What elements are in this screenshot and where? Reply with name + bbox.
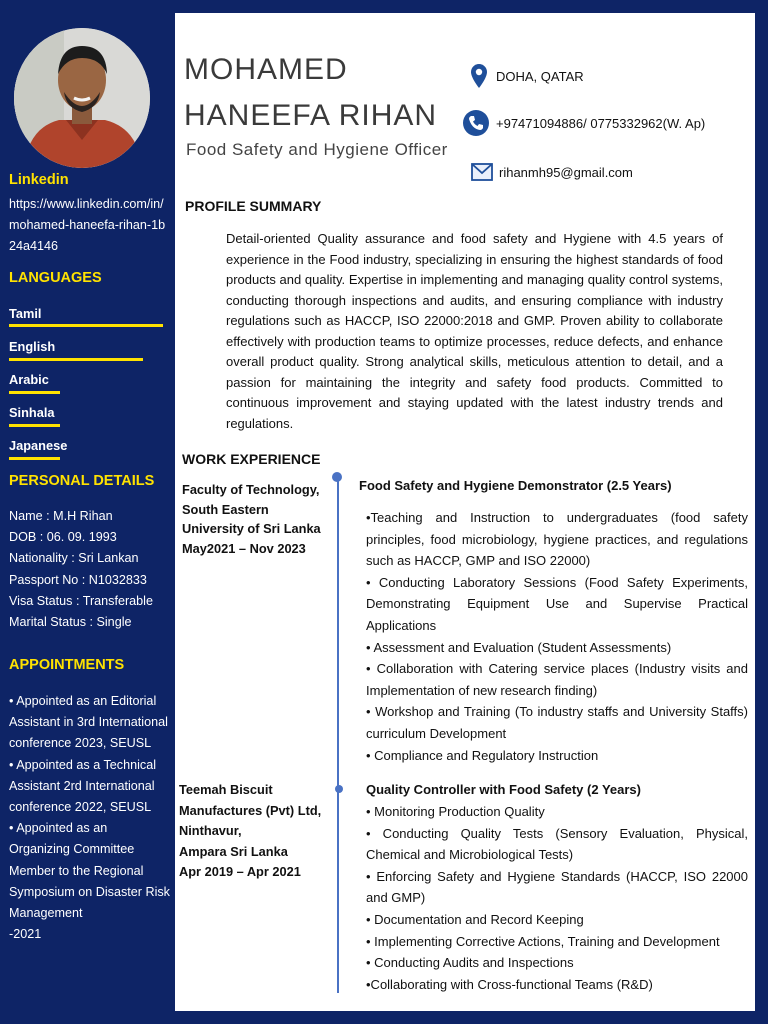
linkedin-url[interactable]: https://www.linkedin.com/in/mohamed-haneefa-rihan-1b24a4146 [9, 197, 166, 254]
appointments-list: • Appointed as an Editorial Assistant in 3rd International conference 2023, SEUSL • Appointed as a Technical Assistant 2rd International conference 2022, SEUSL • Appointed as an Organizing Committee Member to the Regional Symposium on Disaster Risk Management -2021 [9, 694, 170, 942]
personal-marital: Marital Status : Single [9, 615, 132, 630]
language-level-bar [9, 424, 60, 427]
job-1-duty: • Workshop and Training (To industry staffs and University Staffs) curriculum Development [366, 704, 748, 741]
appointments-heading: APPOINTMENTS [9, 657, 125, 673]
job-1-duty: •Teaching and Instruction to undergraduates (food safety principles, food microbiology, hygiene practices, and regulations such as HACCP, GMP and ISO 22000) [366, 510, 748, 569]
name-second-line: HANEEFA RIHAN [184, 99, 438, 132]
personal-name: Name : M.H Rihan [9, 509, 113, 523]
personal-visa: Visa Status : Transferable [9, 593, 153, 608]
location-text: DOHA, QATAR [496, 69, 584, 84]
job-2-organization: Teemah Biscuit Manufactures (Pvt) Ltd, Ninthavur, Ampara Sri Lanka Apr 2019 – Apr 2021 [179, 782, 322, 879]
language-arabic: Arabic [9, 372, 49, 387]
work-experience-heading: WORK EXPERIENCE [182, 451, 321, 467]
location-pin-icon [471, 64, 487, 88]
main-content [175, 13, 755, 1011]
email-text[interactable]: rihanmh95@gmail.com [499, 165, 633, 180]
profile-summary-heading: PROFILE SUMMARY [185, 198, 322, 214]
job-2-title: Quality Controller with Food Safety (2 Years) [366, 782, 641, 797]
profile-summary-text: Detail-oriented Quality assurance and food safety and Hygiene with 4.5 years of experience in the Food industry, specializing in ensuring the highest standards of food products and quality. Expertise in implementing and managing quality control systems, conducting thorough inspections and audits, and ensuring compliance with industry regulations such as HACCP, ISO 22000:2018 and GMP. Proven ability to collaborate effectively with production teams to optimize processes, reduce defects, and enhance overall product quality. Strong analytical skills, meticulous attention to detail, and a passion for maintaining the integrity and safety food products. Committed to continuous improvement and staying updated with the latest industry trends and regulations. [226, 231, 723, 431]
job-1-duty: • Conducting Laboratory Sessions (Food Safety Experiments, Demonstrating Equipment Use and Supervise Practical Applications [366, 574, 748, 633]
language-sinhala: Sinhala [9, 405, 55, 420]
personal-dob: DOB : 06. 09. 1993 [9, 530, 117, 545]
email-icon [471, 163, 493, 181]
job-2-duty: • Enforcing Safety and Hygiene Standards (HACCP, ISO 22000 and GMP) [366, 868, 748, 906]
linkedin-heading: Linkedin [9, 172, 69, 188]
timeline-dot [335, 785, 343, 793]
language-level-bar [9, 324, 163, 327]
phone-text[interactable]: +97471094886/ 0775332962(W. Ap) [496, 116, 706, 131]
job-1-organization: Faculty of Technology, South Eastern University of Sri Lanka May2021 – Nov 2023 [182, 482, 321, 556]
personal-details [9, 506, 171, 633]
job-2-duty: • Conducting Audits and Inspections [366, 955, 574, 971]
language-english: English [9, 339, 56, 354]
personal-details-heading: PERSONAL DETAILS [9, 473, 155, 489]
phone-icon [463, 110, 489, 136]
language-tamil: Tamil [9, 306, 42, 321]
language-level-bar [9, 391, 60, 394]
language-level-bar [9, 358, 143, 361]
language-japanese: Japanese [9, 438, 68, 453]
job-1-duty: • Assessment and Evaluation (Student Assessments) [366, 639, 672, 655]
languages-heading: LANGUAGES [9, 270, 102, 286]
job-1-duty: • Compliance and Regulatory Instruction [366, 747, 599, 763]
job-2-duty: • Implementing Corrective Actions, Training and Development [366, 933, 720, 949]
timeline-dot [332, 472, 342, 482]
job-2-duty: • Monitoring Production Quality [366, 804, 545, 819]
job-2-duty: • Documentation and Record Keeping [366, 911, 584, 927]
personal-nationality: Nationality : Sri Lankan [9, 551, 139, 566]
name-first-line: MOHAMED [184, 53, 348, 86]
job-2-duties [366, 801, 748, 995]
job-2-duty: • Conducting Quality Tests (Sensory Evaluation, Physical, Chemical and Microbiological Tests) [366, 825, 748, 863]
job-1-duties [366, 507, 748, 766]
job-1-duty: • Collaboration with Catering service places (Industry visits and Implementation of new research finding) [366, 661, 748, 698]
job-role: Food Safety and Hygiene Officer [186, 140, 448, 159]
sidebar [0, 0, 170, 1024]
profile-photo [14, 28, 150, 168]
job-1-title: Food Safety and Hygiene Demonstrator (2.5 Years) [359, 478, 672, 493]
timeline-line [337, 478, 339, 993]
language-level-bar [9, 457, 60, 460]
personal-passport: Passport No : N1032833 [9, 572, 147, 587]
job-2-duty: •Collaborating with Cross-functional Teams (R&D) [366, 976, 653, 992]
